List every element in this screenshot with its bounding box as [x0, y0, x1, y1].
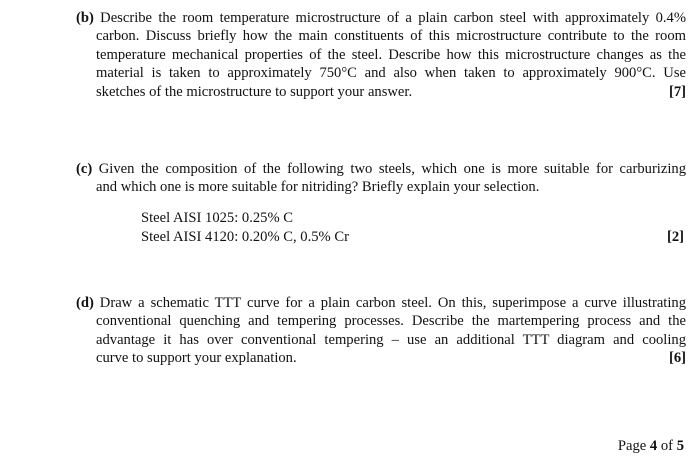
question-d-label: (d)	[76, 295, 94, 311]
question-b-line-1	[76, 9, 686, 27]
question-c-marks: [2]	[666, 229, 684, 245]
question-d-line-3: advantage it has over conventional tempering – use an additional TTT diagram and cooling	[96, 331, 686, 348]
question-b-label: (b)	[76, 10, 94, 26]
question-d-line-1	[76, 294, 686, 312]
question-d-text-1: Draw a schematic TTT curve for a plain carbon steel. On this, superimpose a curve illustrating	[99, 295, 686, 311]
page-total: 5	[676, 438, 684, 454]
question-b-line-3: temperature mechanical properties of the steel. Describe how this microstructure changes as the	[96, 46, 686, 63]
question-d-line-2: conventional quenching and tempering processes. Describe the martempering process and the	[96, 313, 686, 330]
steel-composition-2: Steel AISI 4120: 0.20% C, 0.5% Cr	[141, 229, 349, 245]
question-b-line-2: carbon. Discuss briefly how the main constituents of this microstructure contribute to the room	[96, 28, 686, 45]
question-c-text-1: Given the composition of the following two steels, which one is more suitable for carburizing	[98, 161, 686, 177]
question-c-line-2: and which one is more suitable for nitriding? Briefly explain your selection.	[96, 179, 540, 196]
question-b-marks: [7]	[668, 83, 686, 100]
question-b-line-5	[76, 83, 686, 101]
question-d-line-4	[76, 349, 686, 367]
of-word: of	[660, 438, 674, 454]
question-d-text-4: curve to support your explanation.	[96, 350, 297, 367]
steel-composition-1: Steel AISI 1025: 0.25% C	[141, 210, 294, 226]
page-word: Page	[617, 438, 647, 454]
question-c-label: (c)	[76, 161, 93, 177]
question-b-line-4: material is taken to approximately 750°C and also when taken to approximately 900°C. Use	[96, 65, 686, 82]
question-b-text-5: sketches of the microstructure to support your answer.	[96, 83, 413, 100]
question-d-marks: [6]	[668, 350, 686, 367]
question-b-text-1: Describe the room temperature microstructure of a plain carbon steel with approximately 0.4%	[100, 10, 686, 26]
question-c-line-1	[76, 160, 686, 178]
question-b	[76, 9, 686, 101]
page-current: 4	[649, 438, 658, 454]
page-number	[618, 438, 684, 455]
question-c	[76, 160, 686, 197]
question-d	[76, 294, 686, 368]
